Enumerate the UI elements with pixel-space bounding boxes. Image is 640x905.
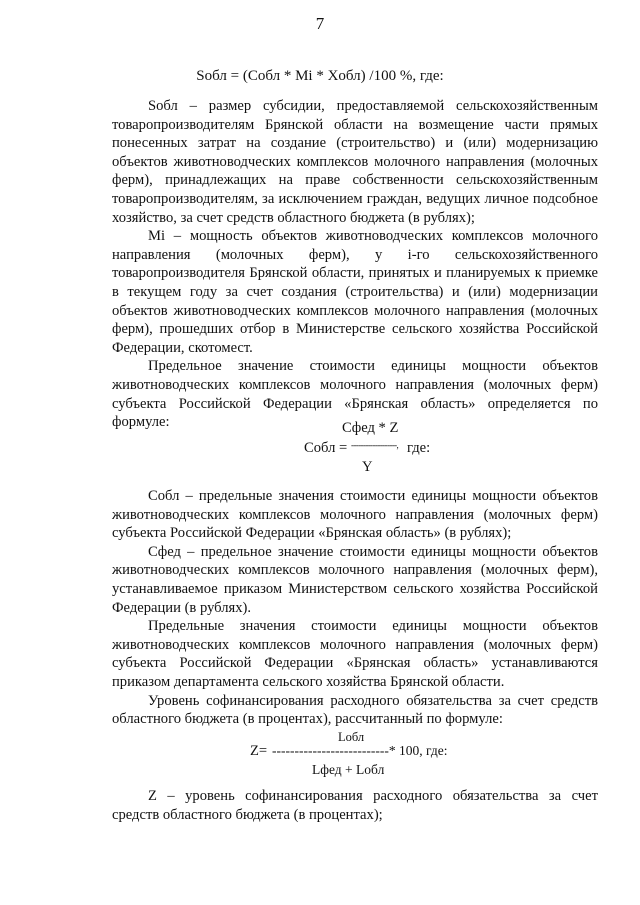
paragraph-z-definition: Z – уровень софинансирования расходного обязательства за счет средств областного бюджета (в процентах);	[112, 788, 598, 823]
paragraph-cost-limit-order: Предельные значения стоимости единицы мощности объектов животноводческих комплексов молочного направления (молочных ферм) субъекта Российской Федерации «Брянская область» устанавливаются приказом департамента сельского хозяйства Брянской области.	[112, 618, 598, 690]
formula-cobl-denominator: Y	[362, 459, 373, 475]
formula-z-denominator: Lфед + Lобл	[312, 762, 385, 777]
formula-z-lhs: Z=	[250, 743, 268, 759]
formula-subsidy: Sобл = (Cобл * Mi * Xобл) /100 %, где:	[196, 68, 444, 84]
formula-cobl-suffix: где:	[407, 440, 431, 456]
text-block-2	[112, 487, 598, 729]
paragraph-cofinancing-intro: Уровень софинансирования расходного обязательства за счет средств областного бюджета (в процентах), рассчитанный по формуле:	[112, 692, 598, 728]
paragraph-cost-limit-intro: Предельное значение стоимости единицы мощности объектов животноводческих комплексов молочного направления (молочных ферм) субъекта Российской Федерации «Брянская область» определяется по формуле:	[112, 358, 598, 431]
text-block-1	[112, 97, 598, 432]
formula-z-numerator: Lобл	[338, 730, 365, 744]
text-block-3	[112, 787, 598, 824]
formula-cobl-fraction-bar: -------------------,	[351, 440, 399, 450]
paragraph-cfed-definition: Cфед – предельное значение стоимости единицы мощности объектов животноводческих комплексов молочного направления (молочных ферм), устанавливаемое приказом Министерством сельского хозяйства Российской Федерации (в рублях).	[112, 543, 598, 616]
formula-cobl-lhs: Cобл =	[304, 440, 348, 456]
formula-z-fraction-bar: --------------------------* 100, где:	[272, 743, 448, 758]
formula-cobl-numerator: Cфед * Z	[342, 420, 399, 436]
paragraph-cobl-definition: Cобл – предельные значения стоимости единицы мощности объектов животноводческих комплексов молочного направления (молочных ферм) субъекта Российской Федерации «Брянская область» (в рублях);	[112, 488, 598, 542]
paragraph-sobl-definition: Sобл – размер субсидии, предоставляемой сельскохозяйственным товаропроизводителям Брянской области на возмещение части прямых понесенных затрат на создание (строительство) и (или) модернизацию объектов животноводческих комплексов молочного направления (молочных ферм), принадлежащих на праве собственности сельскохозяйственным товаропроизводителям, за исключением граждан, ведущих личное подсобное хозяйство, за счет средств областного бюджета (в рублях);	[112, 98, 598, 226]
page-number: 7	[315, 14, 325, 33]
paragraph-mi-definition: Mi – мощность объектов животноводческих комплексов молочного направления (молочных ферм), у i-го сельскохозяйственного товаропроизводителя Брянской области, принятых и планируемых к приемке в текущем году за счет создания (строительства) и (или) модернизации объектов животноводческих комплексов молочного направления (молочных ферм), прошедших отбор в Министерстве сельского хозяйства Российской Федерации, скотомест.	[112, 228, 598, 356]
